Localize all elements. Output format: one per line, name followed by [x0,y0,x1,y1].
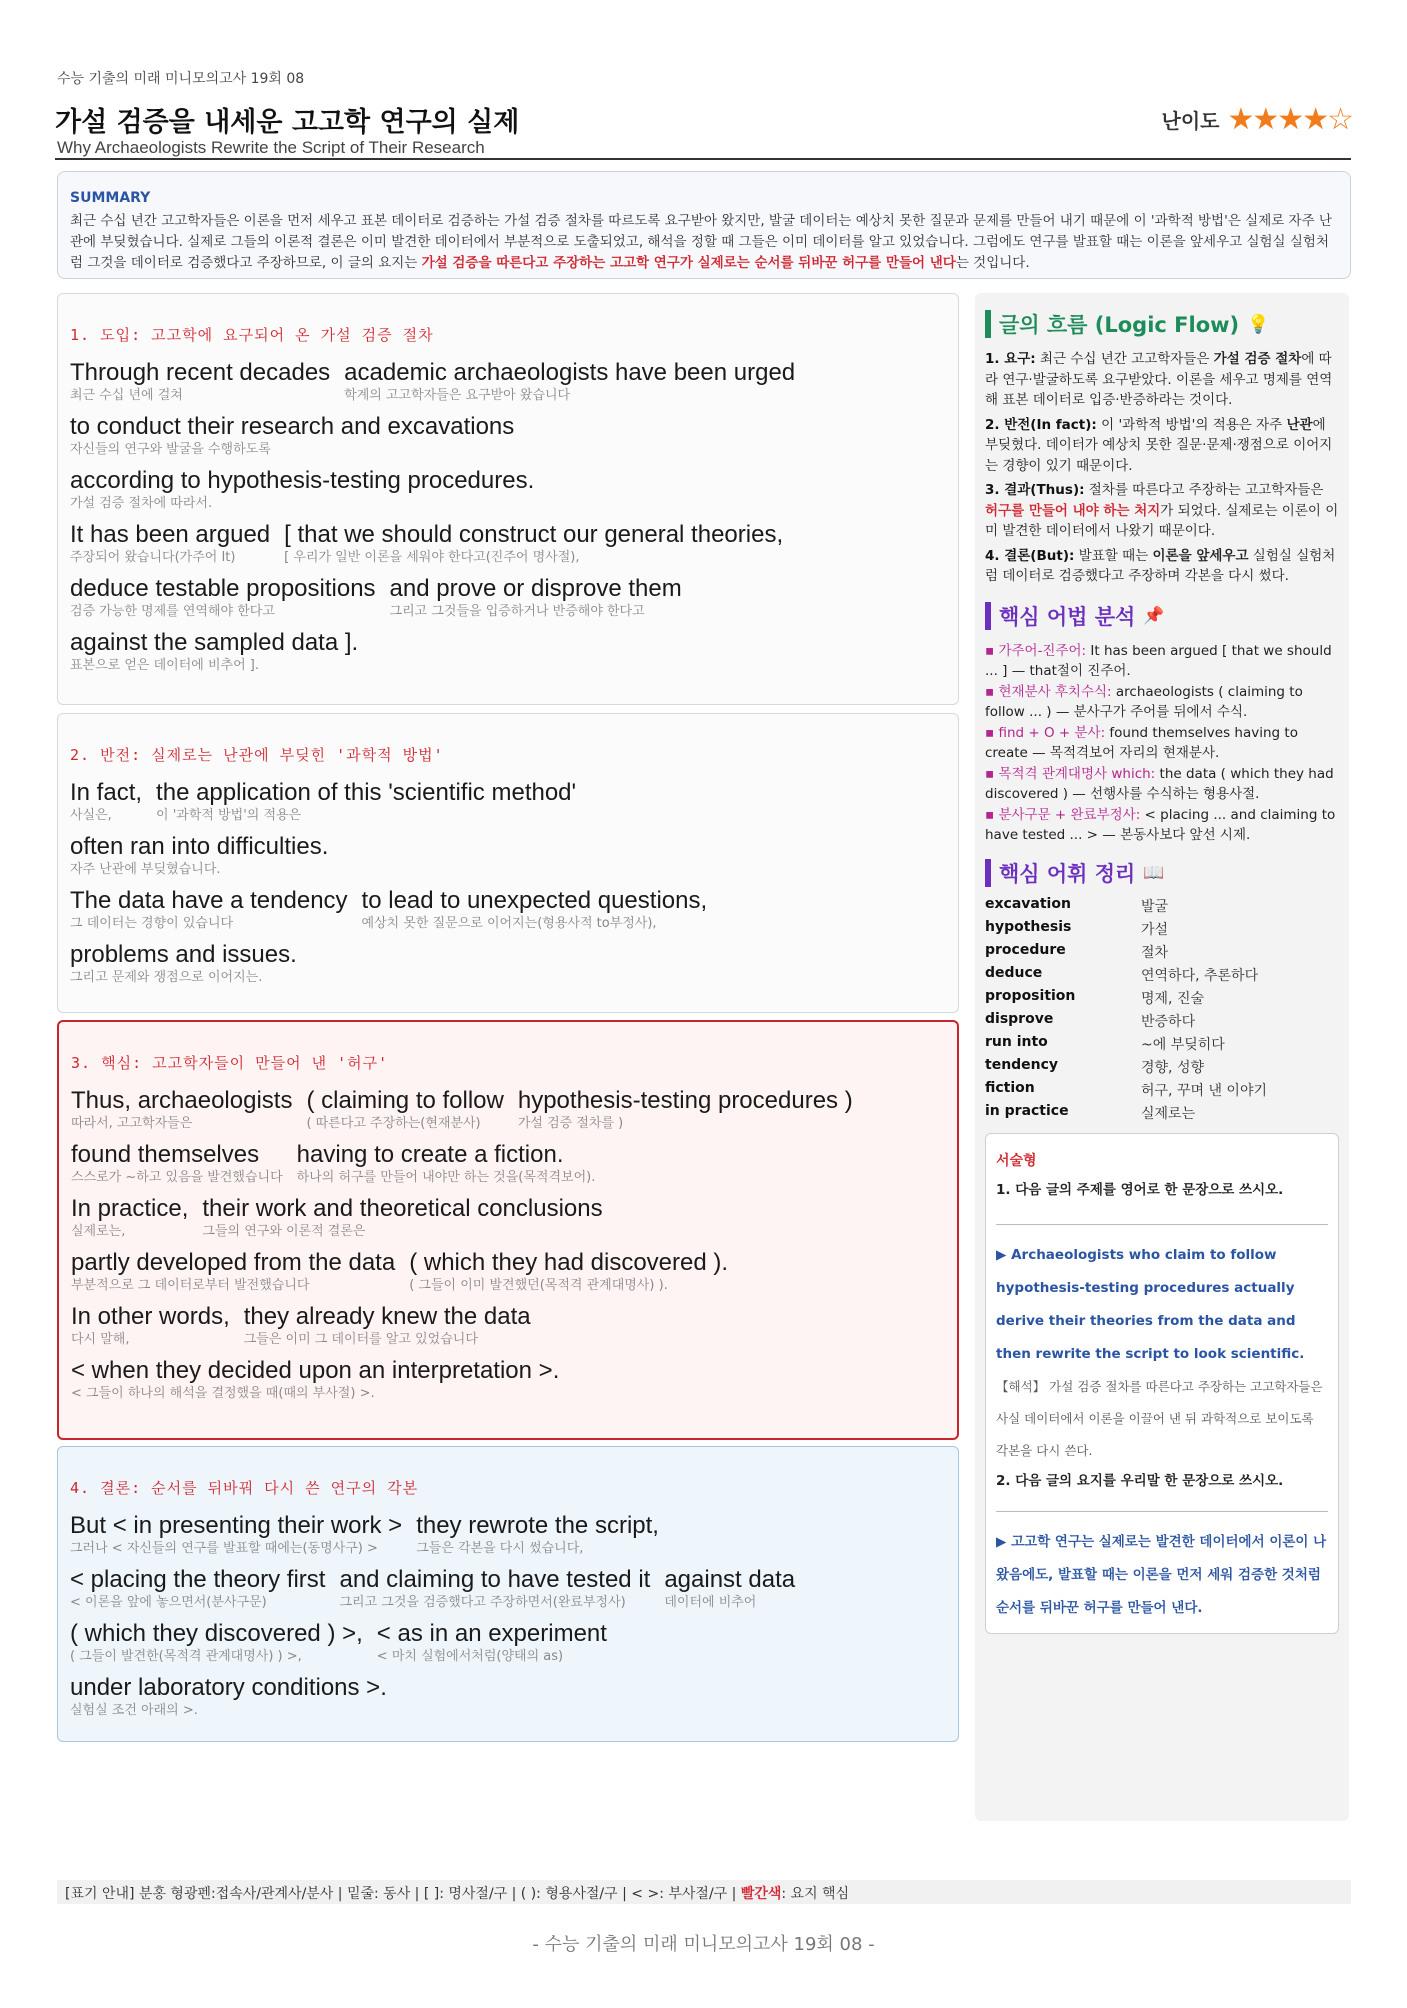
vocab-meaning: 연역하다, 추론하다 [1141,967,1259,984]
grammar-text: < placing ... and claiming to have tested ... > — 본동사보다 앞선 시제. [985,806,1336,843]
vocab-meaning: 경향, 성향 [1141,1059,1204,1076]
phrase-chunk [297,1141,596,1186]
logic-flow-title: 글의 흐름 (Logic Flow) [999,313,1240,337]
heading-bar [985,602,991,630]
passage-row [70,413,944,458]
vocab-word: disprove [985,1010,1054,1027]
english-phrase: academic archaeologists have been urged [344,359,796,386]
flow-step-label: 4. 결론(But): [985,547,1075,564]
vocab-word: deduce [985,964,1043,981]
korean-gloss: 자주 난관에 부딪혔습니다. [70,862,221,877]
vocab-meaning: 허구, 꾸며 낸 이야기 [1141,1082,1267,1099]
grammar-tag: ▪ 현재분사 후치수식: [985,683,1112,700]
korean-gloss: 하나의 허구를 만들어 내야만 하는 것을(목적격보어). [296,1170,596,1185]
vocab-meaning: 실제로는 [1141,1105,1196,1122]
logic-flow-item [985,349,1339,411]
passage-row [70,575,944,620]
phrase-chunk [156,779,576,824]
english-phrase: problems and issues. [70,941,297,968]
flow-keyword: 이론을 앞세우고 [1152,547,1249,564]
phrase-chunk [202,1195,602,1240]
summary-box [57,171,1351,279]
english-phrase: ( which they had discovered ). [409,1249,729,1276]
flow-keyword: 허구를 만들어 내야 하는 처지 [985,502,1161,519]
book-icon: 📖 [1143,862,1165,883]
phrase-chunk [71,1195,188,1240]
phrase-chunk [70,467,534,512]
grammar-tag: ▪ 목적격 관계대명사 which: [985,765,1156,782]
passage-row [70,1674,944,1719]
english-phrase: < placing the theory first [70,1566,326,1593]
vocab-meaning: 절차 [1141,944,1169,961]
korean-gloss: 그들은 각본을 다시 썼습니다, [416,1541,584,1556]
english-phrase: < when they decided upon an interpretation >. [71,1357,560,1384]
english-phrase: < as in an experiment [376,1620,607,1647]
heading-bar [985,859,991,887]
passage-row [71,1195,943,1240]
korean-gloss: [ 우리가 일반 이론을 세워야 한다고(진주어 명사절), [284,550,580,565]
korean-gloss: < 그들이 하나의 해석을 결정했을 때(때의 부사절) >. [71,1386,375,1401]
essay-box [985,1133,1339,1634]
vocab-word: procedure [985,941,1066,958]
grammar-tag: ▪ 가주어-진주어: [985,642,1087,659]
phrase-chunk [71,1303,230,1348]
english-phrase: under laboratory conditions >. [70,1674,387,1701]
vocab-word: excavation [985,895,1071,912]
phrase-chunk [70,1674,387,1719]
english-phrase: against data [664,1566,796,1593]
page-footer: - 수능 기출의 미래 미니모의고사 19회 08 - [532,1934,875,1955]
phrase-chunk [70,521,270,566]
grammar-title: 핵심 어법 분석 [999,604,1136,629]
flow-text: 최근 수십 년간 고고학자들은 [1035,351,1214,367]
essay-question-1: 1. 다음 글의 주제를 영어로 한 문장으로 쓰시오. [996,1181,1284,1198]
korean-gloss: 이 '과학적 방법'의 적용은 [156,808,302,823]
phrase-chunk [377,1620,607,1665]
passage-row [70,887,944,932]
page-title: 가설 검증을 내세운 고고학 연구의 실제 [55,107,520,138]
essay-explanation: 【해석】 가설 검증 절차를 따른다고 주장하는 고고학자들은 사실 데이터에서 이론을 이끌어 낸 뒤 과학적으로 보이도록 각본을 다시 쓴다. [996,1378,1323,1458]
essay-label: 서술형 [996,1152,1037,1169]
passage-row [70,1512,944,1557]
summary-text [70,211,1336,274]
vocab-word: hypothesis [985,918,1072,935]
flow-step-label: 2. 반전(In fact): [985,416,1097,433]
essay-answer-2: ▶ 고고학 연구는 실제로는 발견한 데이터에서 이론이 나왔음에도, 발표할 때는 이론을 먼저 세워 검증한 것처럼 순서를 뒤바꾼 허구를 만들어 낸다. [996,1511,1328,1625]
passage-row [70,941,944,986]
english-phrase: against the sampled data ]. [70,629,359,656]
section-core [57,1020,959,1440]
section-twist [57,713,959,1013]
korean-gloss: 그들은 이미 그 데이터를 알고 있었습니다 [243,1332,478,1347]
phrase-chunk [416,1512,659,1557]
passage-row [71,1303,943,1348]
logic-flow-heading [985,309,1339,339]
korean-gloss: 예상치 못한 질문으로 이어지는(형용사적 to부정사), [361,916,657,931]
korean-gloss: 그 데이터는 경향이 있습니다 [70,916,234,931]
english-phrase: partly developed from the data [71,1249,396,1276]
phrase-chunk [306,1087,503,1132]
korean-gloss: 그리고 그것들을 입증하거나 반증해야 한다고 [389,604,645,619]
english-phrase: according to hypothesis-testing procedures. [70,467,535,494]
passage-row [70,779,944,824]
phrase-chunk [70,1566,325,1611]
english-phrase: ( claiming to follow [306,1087,504,1114]
section-heading: 1. 도입: 고고학에 요구되어 온 가설 검증 절차 [70,326,434,344]
section-heading: 3. 핵심: 고고학자들이 만들어 낸 '허구' [71,1054,389,1072]
grammar-text: the data ( which they had discovered ) — 선행사를 수식하는 형용사절. [985,765,1334,802]
summary-label: SUMMARY [70,190,151,206]
logic-flow-item [985,546,1339,587]
vocab-meaning: 가설 [1141,921,1169,938]
english-phrase: and prove or disprove them [389,575,682,602]
vocab-word: run into [985,1033,1048,1050]
korean-gloss: 그들의 연구와 이론적 결론은 [202,1224,366,1239]
logic-flow-item [985,480,1339,542]
heading-bar [985,310,991,338]
logic-flow-list [985,349,1339,587]
vocab-word: fiction [985,1079,1035,1096]
english-phrase: Through recent decades [70,359,331,386]
korean-gloss: 가설 검증 절차를 ) [517,1116,624,1131]
korean-gloss: 학계의 고고학자들은 요구받아 왔습니다 [344,388,571,403]
korean-gloss: 데이터에 비추어 [664,1595,757,1610]
section-heading: 4. 결론: 순서를 뒤바꿔 다시 쓴 연구의 각본 [70,1479,419,1497]
pin-icon: 📌 [1143,605,1165,626]
phrase-chunk [284,521,783,566]
phrase-chunk [244,1303,531,1348]
passage-row [70,629,944,674]
english-phrase: Thus, archaeologists [71,1087,293,1114]
grammar-item [985,641,1339,682]
korean-gloss: 사실은, [70,808,112,823]
vocab-meaning: 발굴 [1141,898,1169,915]
difficulty-rating [1162,102,1352,137]
grammar-text: found themselves having to create — 목적격보어 자리의 현재분사. [985,724,1298,761]
korean-gloss: 부분적으로 그 데이터로부터 발전했습니다 [71,1278,310,1293]
phrase-chunk [70,575,376,620]
phrase-chunk [339,1566,650,1611]
passage-row [70,1620,944,1665]
flow-keyword: 난관 [1286,416,1313,433]
page-subtitle: Why Archaeologists Rewrite the Script of Their Research [57,138,485,157]
star-rating-icon: ★★★★☆ [1227,102,1352,137]
section-intro [57,293,959,705]
notation-legend [57,1880,1351,1904]
vocab-meaning: ~에 부딪히다 [1141,1036,1225,1053]
phrase-chunk [70,779,142,824]
lightbulb-icon: 💡 [1247,313,1270,335]
english-phrase: In fact, [70,779,143,806]
summary-text-end: 는 것입니다. [955,255,1030,271]
korean-gloss: < 마치 실험에서처럼(양태의 as) [376,1649,564,1664]
difficulty-label: 난이도 [1161,109,1220,133]
grammar-tag: ▪ 분사구문 + 완료부정사: [985,806,1141,823]
flow-text: 에 부딪혔다. 데이터가 예상치 못한 질문·문제·쟁점으로 이어지는 경향이 있기 때문이다. [985,416,1333,474]
flow-text: 가 되었다. 실제로는 이론이 이미 발견한 데이터에서 나왔기 때문이다. [985,502,1339,539]
grammar-item [985,682,1339,723]
flow-text: 에 따라 연구·발굴하도록 요구받았다. 이론을 세우고 명제를 연역해 표본 데이터로 입증·반증하라는 것이다. [985,351,1333,408]
passage-row [70,359,944,404]
vocab-title: 핵심 어휘 정리 [999,861,1136,886]
english-phrase: deduce testable propositions [70,575,376,602]
phrase-chunk [70,359,330,404]
series-label: 수능 기출의 미래 미니모의고사 19회 08 [57,71,305,87]
passage-row [70,467,944,512]
passage-row [70,1566,944,1611]
passage-row [71,1087,943,1132]
korean-gloss: < 이론을 앞에 놓으면서(분사구문) [70,1595,267,1610]
korean-gloss: 그리고 문제와 쟁점으로 이어지는. [70,970,263,985]
grammar-text: archaeologists ( claiming to follow ... ) — 분사구가 주어를 뒤에서 수식. [985,683,1303,720]
grammar-list [985,641,1339,846]
essay-answer-1: ▶ Archaeologists who claim to follow hypothesis-testing procedures actually derive their theories from the data and then rewrite the script to look scientific. [996,1224,1328,1371]
logic-flow-item [985,415,1339,477]
phrase-chunk [518,1087,853,1132]
english-phrase: In practice, [71,1195,189,1222]
passage-row [71,1357,943,1402]
english-phrase: hypothesis-testing procedures ) [517,1087,853,1114]
english-phrase: to conduct their research and excavations [70,413,515,440]
korean-gloss: 자신들의 연구와 발굴을 수행하도록 [70,442,271,457]
phrase-chunk [70,413,514,458]
passage-row [71,1249,943,1294]
english-phrase: having to create a fiction. [296,1141,564,1168]
phrase-chunk [71,1141,283,1186]
english-phrase: their work and theoretical conclusions [202,1195,603,1222]
flow-text: 절차를 따른다고 주장하는 고고학자들은 [1084,482,1324,498]
legend-red-label: 빨간색 [740,1886,782,1902]
english-phrase: [ that we should construct our general theories, [284,521,784,548]
phrase-chunk [71,1357,559,1402]
vocab-meaning: 반증하다 [1141,1013,1196,1030]
korean-gloss: ( 그들이 이미 발견했던(목적격 관계대명사) ). [409,1278,668,1293]
grammar-tag: ▪ find + O + 분사: [985,724,1106,741]
summary-text-main: 최근 수십 년간 고고학자들은 이론을 먼저 세우고 표본 데이터로 검증하는 가설 검증 절차를 따르도록 요구받아 왔지만, 발굴 데이터는 예상치 못한 질문과 문제를 만들어 내기 때문에 이 '과학적 방법'은 실제로 자주 난관에 부딪혔습니다. 실제로 그들의 이론적 결론은 이미 발견한 데이터에서 부분적으로 도출되었고, 해석을 정할 때 그들은 이미 데이터를 알고 있었습니다. 그럼에도 연구를 발표할 때는 이론을 앞세우고 실험실 실험처럼 그것을 데이터로 검증했다고 주장하므로, 이 글의 요지는 [70,213,1332,271]
phrase-chunk [70,887,348,932]
legend-text-end: : 요지 핵심 [781,1886,850,1902]
vocab-meaning: 명제, 진술 [1141,990,1204,1007]
korean-gloss: 주장되어 왔습니다(가주어 It) [70,550,236,565]
section-heading: 2. 반전: 실제로는 난관에 부딪힌 '과학적 방법' [70,746,444,764]
flow-step-label: 1. 요구: [985,351,1036,367]
english-phrase: ( which they discovered ) >, [70,1620,363,1647]
english-phrase: and claiming to have tested it [339,1566,651,1593]
phrase-chunk [390,575,682,620]
korean-gloss: 최근 수십 년에 걸쳐 [70,388,183,403]
english-phrase: found themselves [71,1141,260,1168]
vocab-list [985,896,1339,1123]
english-phrase: to lead to unexpected questions, [361,887,708,914]
phrase-chunk [70,629,358,674]
vocab-heading [985,858,1339,888]
passage-row [70,521,944,566]
phrase-chunk [70,833,328,878]
phrase-chunk [664,1566,795,1611]
phrase-chunk [71,1249,395,1294]
vocab-word: tendency [985,1056,1059,1073]
phrase-chunk [70,1620,363,1665]
flow-text: 이 '과학적 방법'의 적용은 자주 [1096,416,1287,433]
flow-text: 실험실 실험처럼 데이터로 검증했다고 주장하며 각본을 다시 썼다. [985,547,1336,584]
grammar-item [985,805,1339,846]
korean-gloss: 다시 말해, [71,1332,130,1347]
passage-row [71,1141,943,1186]
korean-gloss: 검증 가능한 명제를 연역해야 한다고 [70,604,275,619]
korean-gloss: 실험실 조건 아래의 >. [70,1703,198,1718]
phrase-chunk [70,941,297,986]
title-divider [55,158,1351,160]
flow-keyword: 가설 검증 절차 [1213,351,1302,367]
korean-gloss: 따라서, 고고학자들은 [71,1116,193,1131]
korean-gloss: ( 따른다고 주장하는(현재분사) [306,1116,481,1131]
phrase-chunk [409,1249,728,1294]
korean-gloss: 그리고 그것을 검증했다고 주장하면서(완료부정사) [339,1595,626,1610]
phrase-chunk [70,1512,402,1557]
grammar-item [985,723,1339,764]
passage-row [70,833,944,878]
legend-text: [표기 안내] 분홍 형광펜:접속사/관계사/분사 | 밑줄: 동사 | [ ]: 명사절/구 | ( ): 형용사절/구 | < >: 부사절/구 | [65,1886,741,1902]
english-phrase: the application of this 'scientific method' [156,779,577,806]
english-phrase: they already knew the data [243,1303,531,1330]
flow-text: 발표할 때는 [1074,547,1153,564]
vocab-word: proposition [985,987,1076,1004]
korean-gloss: 그러나 < 자신들의 연구를 발표할 때에는(동명사구) > [70,1541,378,1556]
phrase-chunk [362,887,708,932]
section-conclusion [57,1446,959,1742]
grammar-item [985,764,1339,805]
grammar-heading [985,601,1339,631]
vocab-word: in practice [985,1102,1069,1119]
summary-highlight: 가설 검증을 따른다고 주장하는 고고학 연구가 실제로는 순서를 뒤바꾼 허구를 만들어 낸다 [421,255,956,271]
sidebar [975,293,1349,1821]
flow-step-label: 3. 결과(Thus): [985,482,1085,498]
grammar-text: It has been argued [ that we should ... ] — that절이 진주어. [985,642,1332,679]
english-phrase: they rewrote the script, [416,1512,659,1539]
english-phrase: It has been argued [70,521,271,548]
korean-gloss: 스스로가 ~하고 있음을 발견했습니다 [71,1170,283,1185]
english-phrase: The data have a tendency [70,887,348,914]
korean-gloss: 가설 검증 절차에 따라서. [70,496,213,511]
english-phrase: But < in presenting their work > [70,1512,403,1539]
korean-gloss: ( 그들이 발견한(목적격 관계대명사) ) >, [70,1649,302,1664]
essay-question-2: 2. 다음 글의 요지를 우리말 한 문장으로 쓰시오. [996,1472,1284,1489]
korean-gloss: 표본으로 얻은 데이터에 비추어 ]. [70,658,259,673]
english-phrase: In other words, [71,1303,230,1330]
english-phrase: often ran into difficulties. [70,833,329,860]
phrase-chunk [71,1087,292,1132]
korean-gloss: 실제로는, [71,1224,126,1239]
phrase-chunk [344,359,795,404]
